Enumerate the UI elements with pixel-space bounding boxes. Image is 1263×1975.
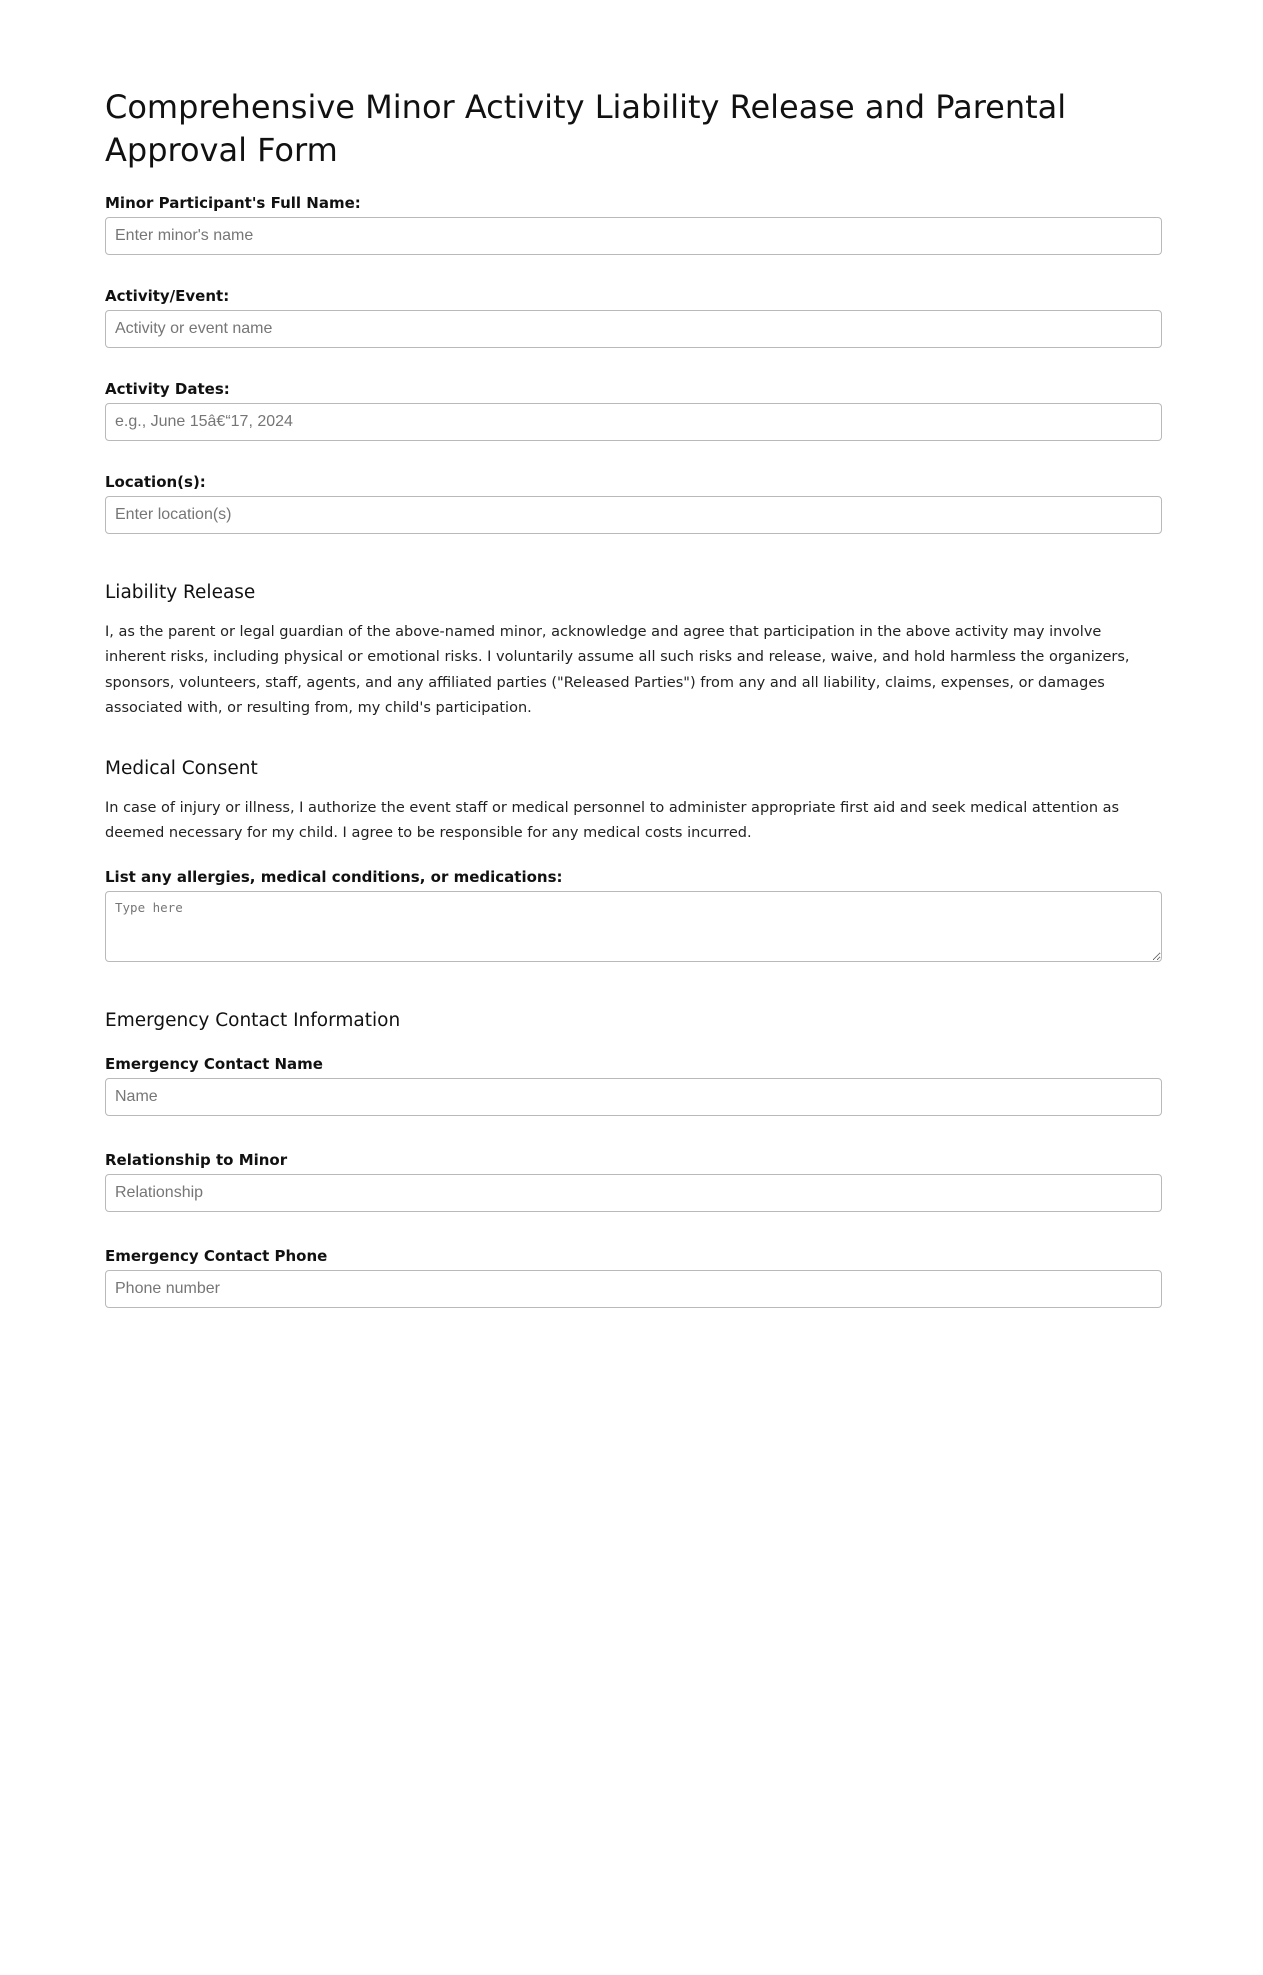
emergency-section [105, 1009, 1162, 1308]
dates-input[interactable] [105, 403, 1162, 441]
emergency-heading: Emergency Contact Information [105, 1009, 401, 1031]
liability-section [105, 581, 1162, 721]
form-page [105, 0, 1162, 1308]
emergency-name-input[interactable] [105, 1078, 1162, 1116]
liability-heading: Liability Release [105, 582, 256, 603]
activity-input[interactable] [105, 310, 1162, 348]
location-input[interactable] [105, 496, 1162, 534]
activity-field-group [105, 286, 1162, 348]
allergies-textarea[interactable] [105, 891, 1162, 962]
minor-name-field-group [105, 193, 1162, 255]
page-title: Comprehensive Minor Activity Liability Release and Parental Approval Form [105, 88, 1067, 169]
emergency-name-field-group [105, 1054, 1162, 1116]
minor-name-input[interactable] [105, 217, 1162, 255]
emergency-phone-label: Emergency Contact Phone [105, 1246, 328, 1265]
dates-label: Activity Dates: [105, 380, 230, 398]
relationship-input[interactable] [105, 1174, 1162, 1212]
relationship-field-group [105, 1150, 1162, 1212]
allergies-field-group [105, 867, 1162, 962]
emergency-phone-field-group [105, 1246, 1162, 1308]
medical-text: In case of injury or illness, I authorize the event staff or medical personnel to administer appropriate first aid and seek medical attention as deemed necessary for my child. I agree to be responsible for any medical costs incurred. [105, 800, 1120, 842]
location-field-group [105, 472, 1162, 534]
location-label: Location(s): [105, 473, 206, 491]
minor-name-label: Minor Participant's Full Name: [105, 194, 361, 212]
activity-label: Activity/Event: [105, 287, 230, 305]
liability-text: I, as the parent or legal guardian of the above-named minor, acknowledge and agree that participation in the above activity may involve inherent risks, including physical or emotional risks. I voluntarily assume all such risks and release, waive, and hold harmless the organizers, sponsors, volunteers, staff, agents, and any affiliated parties ("Released Parties") from any and all liability, claims, expenses, or damages associated with, or resulting from, my child's participation. [105, 624, 1130, 716]
medical-heading: Medical Consent [105, 758, 258, 780]
medical-section [105, 757, 1162, 962]
allergies-label: List any allergies, medical conditions, or medications: [105, 867, 563, 886]
emergency-phone-input[interactable] [105, 1270, 1162, 1308]
emergency-name-label: Emergency Contact Name [105, 1054, 323, 1073]
dates-field-group [105, 379, 1162, 441]
relationship-label: Relationship to Minor [105, 1150, 288, 1169]
